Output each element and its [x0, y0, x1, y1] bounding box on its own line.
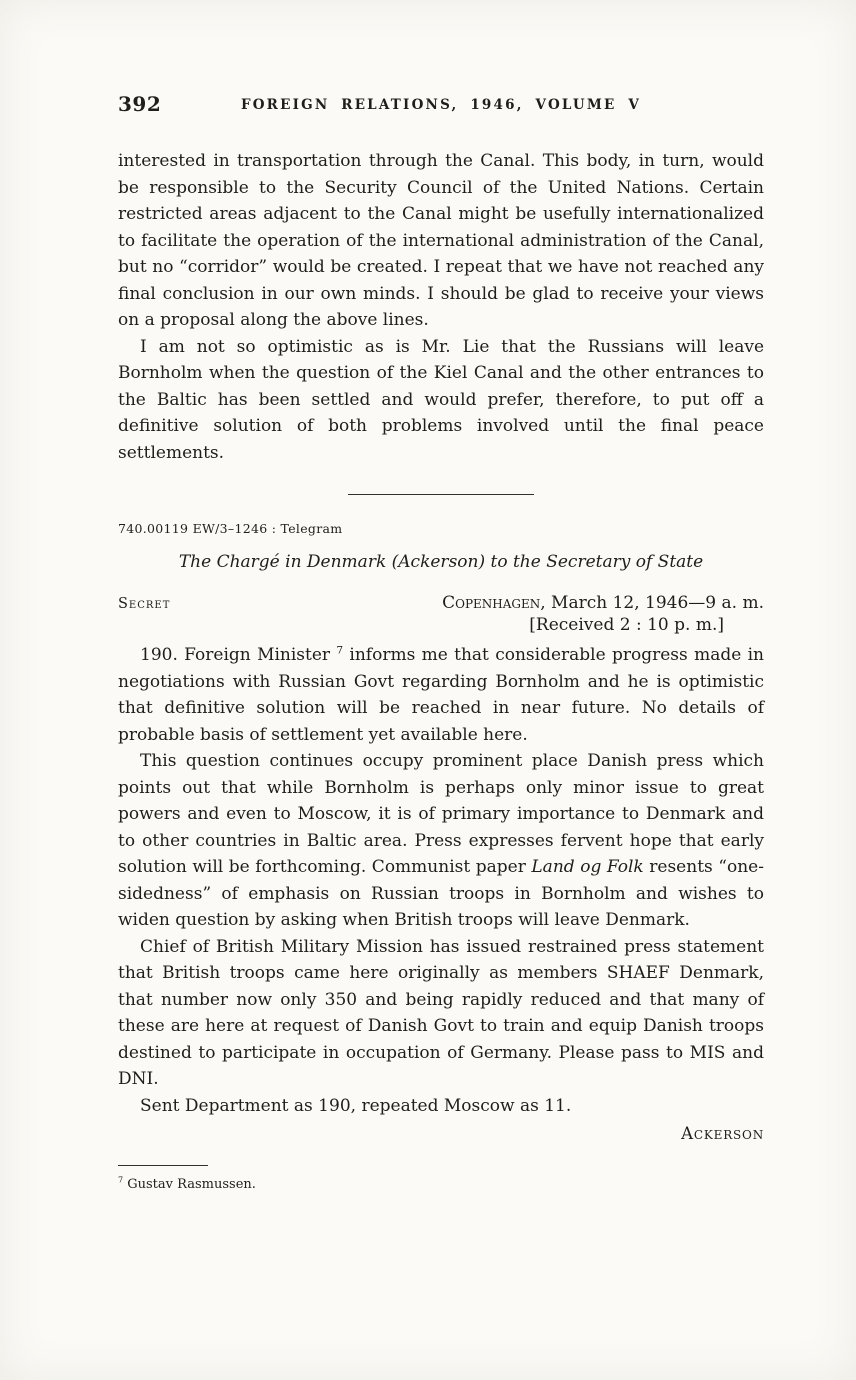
classification-label: Secret — [118, 596, 171, 612]
footnote-rule — [118, 1165, 208, 1166]
document-title: The Chargé in Denmark (Ackerson) to the Secretary of State — [178, 552, 704, 572]
running-header — [118, 92, 764, 120]
footnote-text: Gustav Rasmussen. — [123, 1177, 256, 1192]
paragraph-text: resents “one-sidedness” of emphasis on Russian troops in Bornholm and wishes to widen question by asking when British troops will leave Denmark. — [118, 857, 764, 930]
paragraph — [118, 642, 764, 748]
newspaper-name: Land og Folk — [531, 857, 644, 877]
dateline — [442, 593, 764, 613]
dateline-row — [118, 593, 764, 613]
document-separator-rule — [348, 494, 534, 495]
footnotes — [118, 1165, 764, 1194]
paragraph-text: This question continues occupy prominent place Danish press which points out that while Bornholm is perhaps only minor issue to great powers and even to Moscow, it is of primary importance to Denmark and to other countries in Baltic area. Press expresses fervent hope that early solution will be forthcoming. Communist paper — [118, 751, 764, 877]
previous-document-continuation — [118, 148, 764, 466]
paragraph-text: informs me that considerable progress made in negotiations with Russian Govt regarding Bornholm and he is optimistic that definitive solution will be reached in near future. No details of probable basis of settlement yet available here. — [118, 645, 764, 745]
paragraph: Sent Department as 190, repeated Moscow as 11. — [140, 1095, 572, 1116]
received-line: [Received 2 : 10 p. m.] — [529, 615, 724, 635]
footnote-reference-marker: 7 — [336, 644, 344, 657]
paragraph: I am not so optimistic as is Mr. Lie that the Russians will leave Bornholm when the question of the Kiel Canal and the other entrances to the Baltic has been settled and would prefer, therefore, to put off a definitive solution of both problems involved until the final peace settlements. — [118, 336, 764, 463]
telegram-document — [118, 521, 764, 1143]
document-reference: 740.00119 EW/3–1246 : Telegram — [118, 521, 343, 536]
dateline-date: , March 12, 1946—9 a. m. — [540, 593, 764, 613]
footnote-marker: 7 — [118, 1175, 124, 1185]
signature: Ackerson — [681, 1124, 764, 1143]
paragraph — [118, 748, 764, 934]
paragraph: Chief of British Military Mission has issued restrained press statement that British troops came here originally as members SHAEF Denmark, that number now only 350 and being rapidly reduced and that many of these are here at request of Danish Govt to train and equip Danish troops destined to participate in occupation of Germany. Please pass to MIS and DNI. — [118, 936, 764, 1089]
paragraph-text: 190. Foreign Minister — [140, 645, 337, 665]
page-number: 392 — [118, 92, 162, 116]
paragraph: interested in transportation through the Canal. This body, in turn, would be responsible to the Security Council of the United Nations. Certain restricted areas adjacent to the Canal might be usefully internationalized to facilitate the operation of the international administration of the Canal, but no “corridor” would be created. I repeat that we have not reached any final conclusion in our own minds. I should be glad to receive your views on a proposal along the above lines. — [118, 151, 764, 330]
running-header-title: FOREIGN RELATIONS, 1946, VOLUME V — [240, 97, 642, 113]
dateline-place: Copenhagen — [442, 593, 541, 613]
footnote — [118, 1176, 764, 1194]
